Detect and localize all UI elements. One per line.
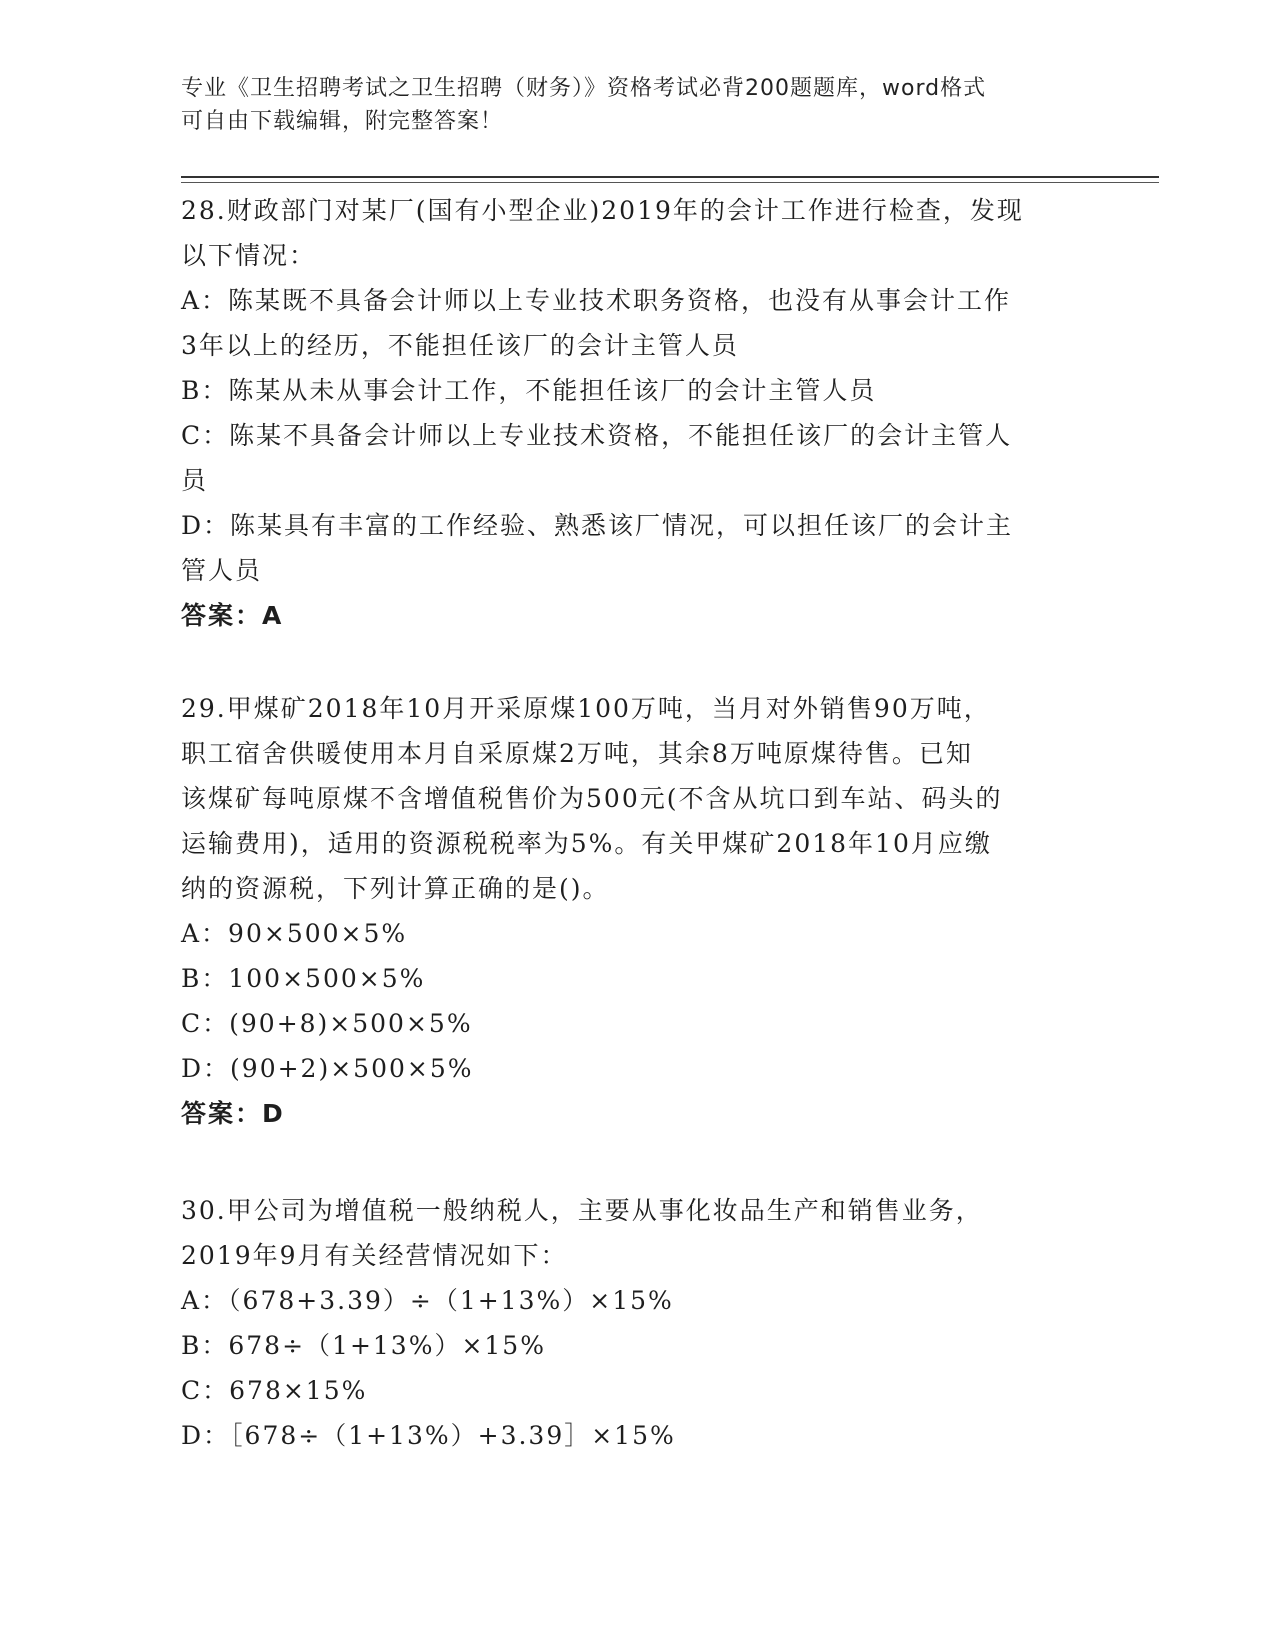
option-line: B：陈某从未从事会计工作，不能担任该厂的会计主管人员 — [181, 376, 877, 405]
question-stem — [181, 1188, 1081, 1278]
option-line: A：陈某既不具备会计师以上专业技术职务资格，也没有从事会计工作 — [181, 286, 1012, 315]
stem-line: 运输费用)，适用的资源税税率为5%。有关甲煤矿2018年10月应缴 — [181, 829, 992, 858]
option-line: 员 — [181, 466, 209, 495]
question-29 — [181, 686, 1081, 1136]
option-b — [181, 1323, 1081, 1368]
header-divider-thin — [181, 182, 1159, 183]
option-c — [181, 413, 1081, 503]
option-c — [181, 1001, 1081, 1046]
option-line: D：(90+2)×500×5% — [181, 1054, 474, 1083]
stem-line: 该煤矿每吨原煤不含增值税售价为500元(不含从坑口到车站、码头的 — [181, 784, 1003, 813]
question-28 — [181, 188, 1081, 638]
option-line: B：678÷（1+13%）×15% — [181, 1331, 546, 1360]
option-d — [181, 503, 1081, 593]
answer-label: 答案：A — [181, 601, 284, 630]
stem-line: 28.财政部门对某厂(国有小型企业)2019年的会计工作进行检查，发现 — [181, 196, 1024, 225]
option-line: 管人员 — [181, 556, 263, 585]
option-line: A：90×500×5% — [181, 919, 408, 948]
stem-line: 以下情况： — [181, 241, 317, 270]
option-a — [181, 278, 1081, 368]
option-line: A：（678+3.39）÷（1+13%）×15% — [181, 1286, 674, 1315]
header-divider-thick — [181, 176, 1159, 178]
stem-line: 2019年9月有关经营情况如下： — [181, 1241, 568, 1270]
option-b — [181, 956, 1081, 1001]
option-a — [181, 911, 1081, 956]
option-line: 3年以上的经历，不能担任该厂的会计主管人员 — [181, 331, 739, 360]
option-c — [181, 1368, 1081, 1413]
header-line: 可自由下载编辑，附完整答案！ — [181, 109, 504, 134]
answer-label: 答案：D — [181, 1099, 285, 1128]
option-line: C：678×15% — [181, 1376, 368, 1405]
question-stem — [181, 686, 1081, 911]
stem-line: 职工宿舍供暖使用本月自采原煤2万吨，其余8万吨原煤待售。已知 — [181, 739, 973, 768]
question-stem — [181, 188, 1081, 278]
option-line: B：100×500×5% — [181, 964, 426, 993]
option-b — [181, 368, 1081, 413]
option-d — [181, 1046, 1081, 1091]
stem-line: 30.甲公司为增值税一般纳税人，主要从事化妆品生产和销售业务， — [181, 1196, 983, 1225]
option-line: D：［678÷（1+13%）+3.39］×15% — [181, 1421, 676, 1450]
stem-line: 29.甲煤矿2018年10月开采原煤100万吨，当月对外销售90万吨， — [181, 694, 991, 723]
question-30 — [181, 1188, 1081, 1458]
stem-line: 纳的资源税，下列计算正确的是()。 — [181, 874, 610, 903]
option-line: C：(90+8)×500×5% — [181, 1009, 473, 1038]
header-line: 专业《卫生招聘考试之卫生招聘（财务）》资格考试必背200题题库，word格式 — [181, 76, 987, 101]
document-header — [181, 72, 1061, 138]
option-line: D：陈某具有丰富的工作经验、熟悉该厂情况，可以担任该厂的会计主 — [181, 511, 1014, 540]
option-line: C：陈某不具备会计师以上专业技术资格，不能担任该厂的会计主管人 — [181, 421, 1013, 450]
option-d — [181, 1413, 1081, 1458]
option-a — [181, 1278, 1081, 1323]
